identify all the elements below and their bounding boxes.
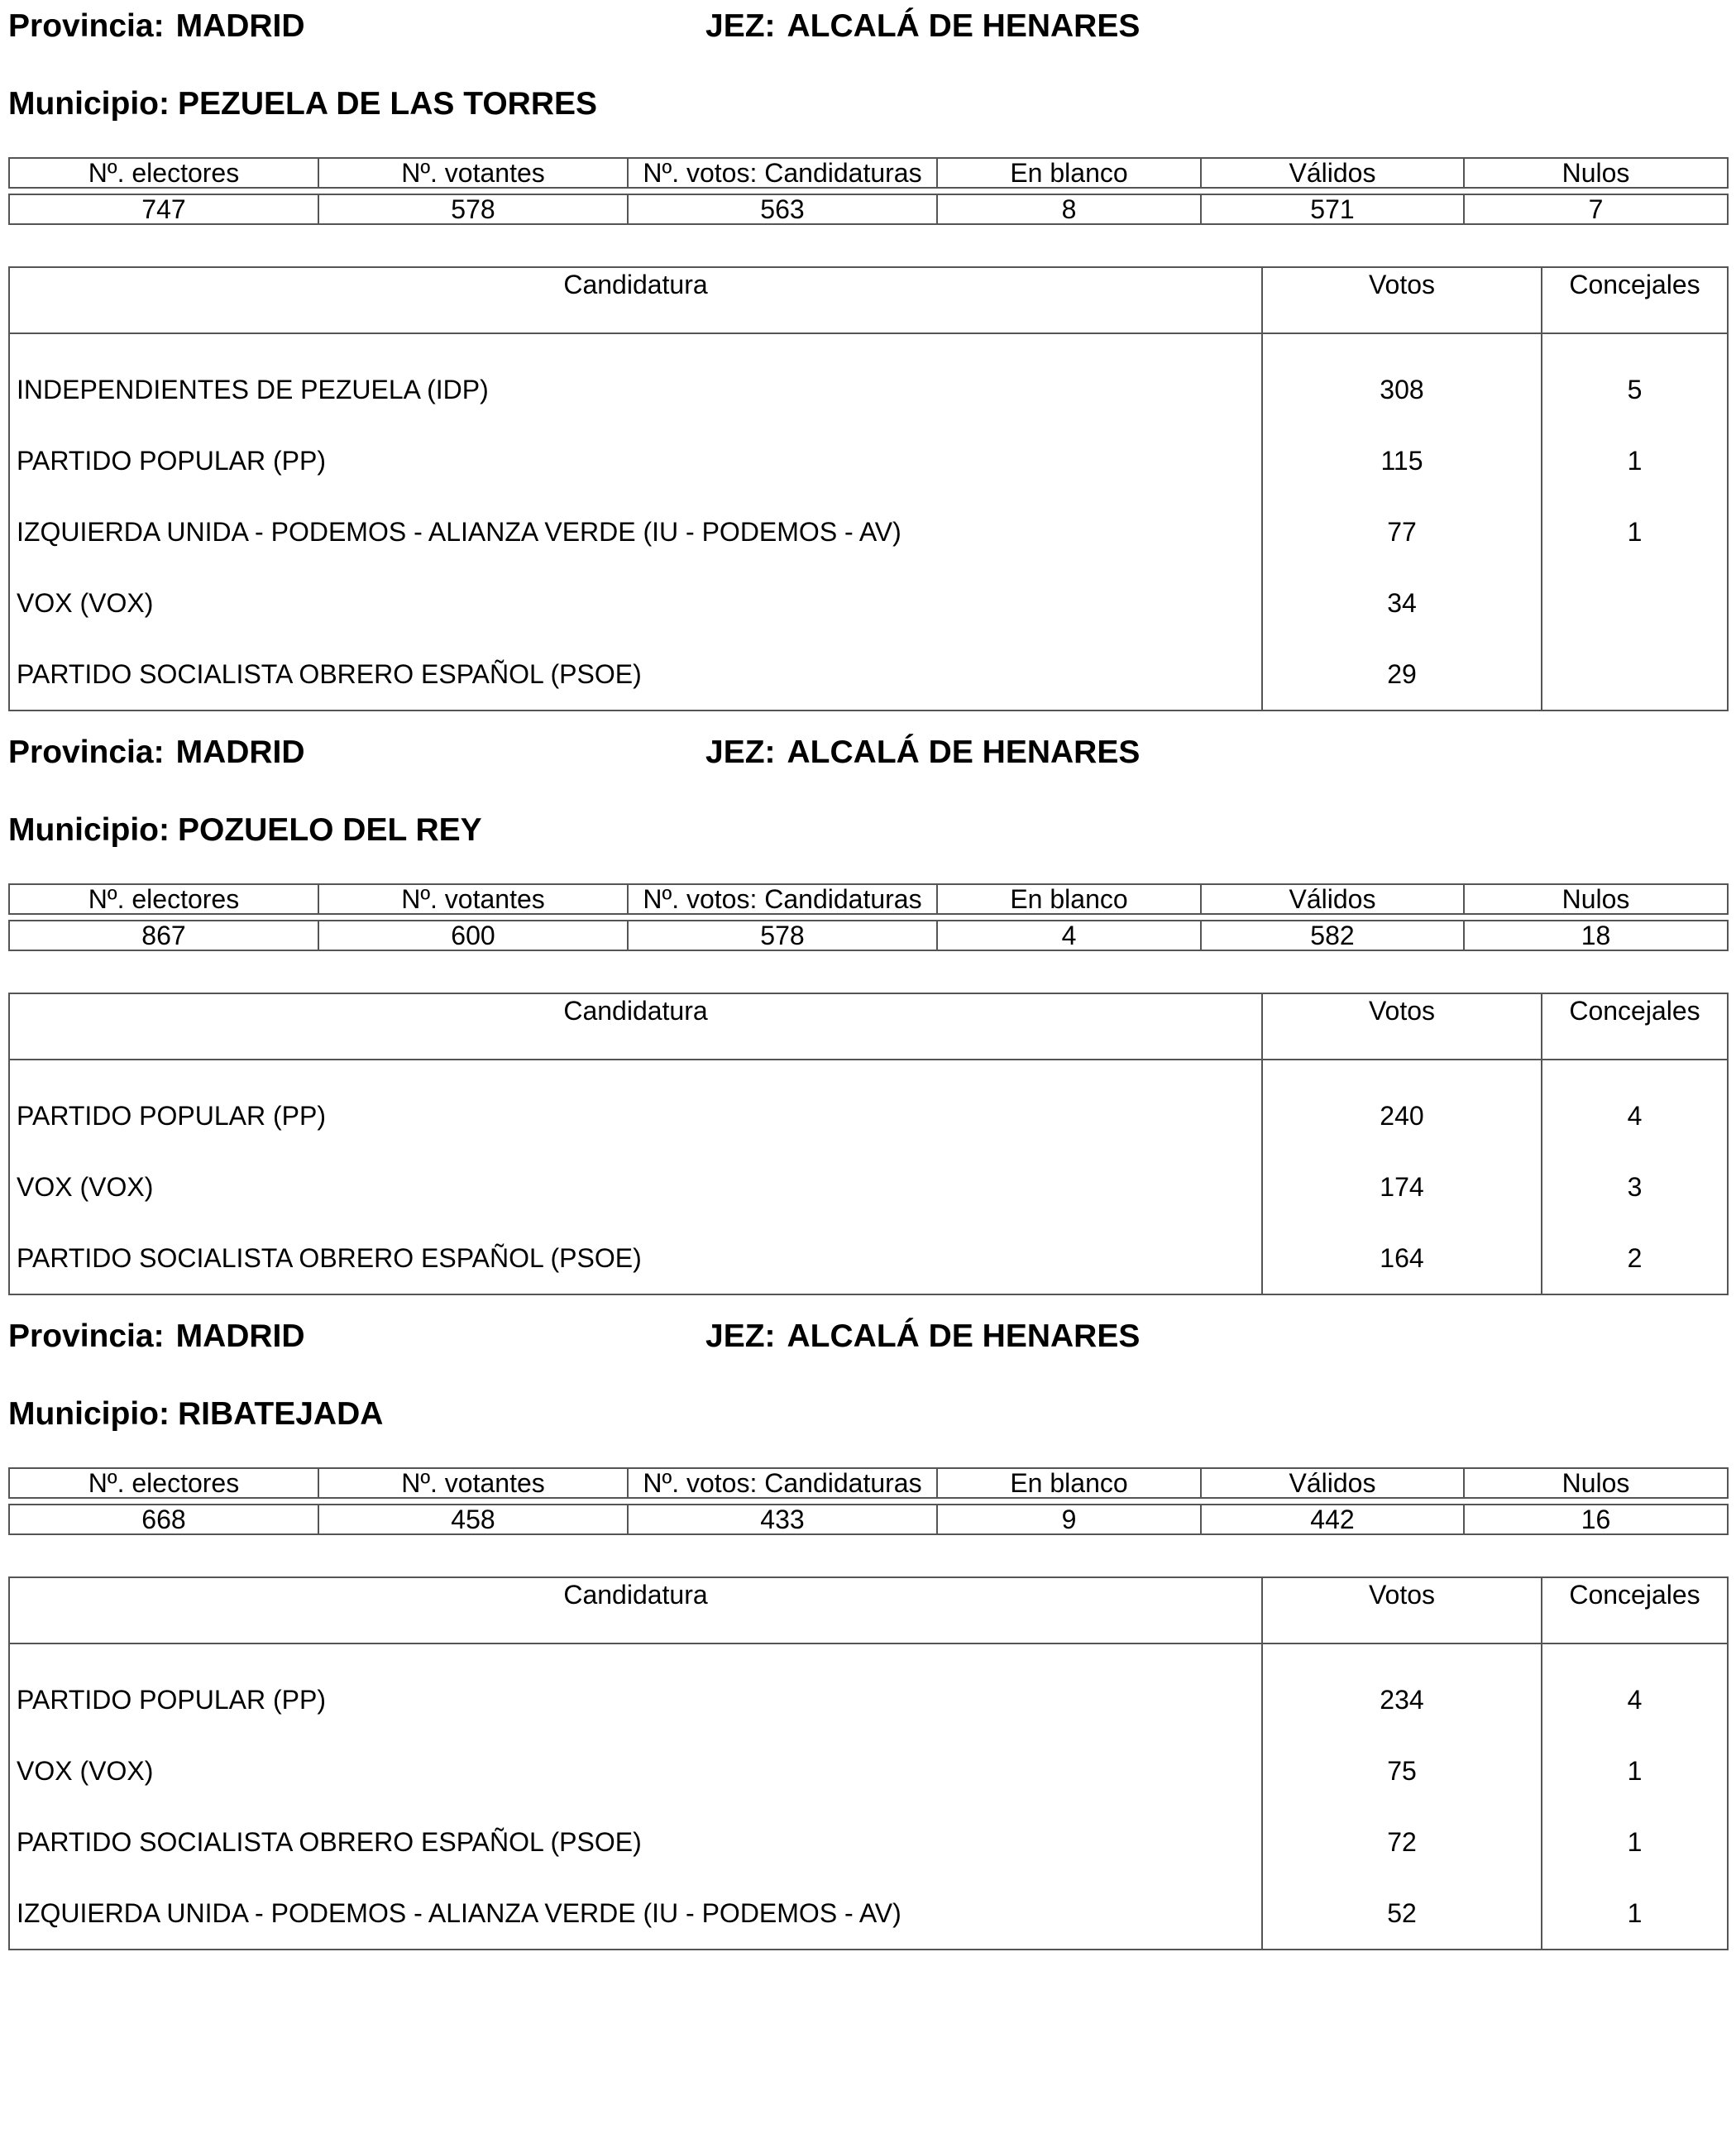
summary-header-row — [9, 158, 1728, 188]
value-en-blanco: 8 — [937, 194, 1201, 224]
header-concejales: Concejales — [1569, 996, 1700, 1026]
provincia-label: Provincia: — [8, 734, 165, 770]
header-votantes: Nº. votantes — [318, 884, 628, 914]
candidatura-name: IZQUIERDA UNIDA - PODEMOS - ALIANZA VERDE (IU - PODEMOS - AV) — [10, 496, 1263, 567]
candidatura-concejales: 1 — [1627, 1827, 1643, 1857]
header-en-blanco: En blanco — [937, 1468, 1201, 1498]
header-electores: Nº. electores — [9, 158, 318, 188]
candidatura-name: INDEPENDIENTES DE PEZUELA (IDP) — [10, 354, 1263, 425]
header-candidatura: Candidatura — [10, 994, 1263, 1059]
value-votos-candidaturas: 563 — [628, 194, 937, 224]
summary-value-row — [9, 921, 1728, 950]
candidatura-concejales: 1 — [1627, 1756, 1643, 1786]
candidatura-concejales: 1 — [1627, 446, 1643, 476]
summary-table — [8, 883, 1729, 951]
summary-table — [8, 157, 1729, 225]
header-en-blanco: En blanco — [937, 884, 1201, 914]
provincia-heading — [8, 1317, 305, 1356]
candidatura-concejales: 4 — [1627, 1685, 1643, 1715]
jez-heading — [705, 733, 1140, 773]
value-votantes: 578 — [318, 194, 628, 224]
header-candidatura: Candidatura — [10, 268, 1263, 333]
candidatura-votos: 77 — [1263, 496, 1542, 567]
candidatura-name: PARTIDO POPULAR (PP) — [10, 425, 1263, 496]
value-votantes: 458 — [318, 1505, 628, 1534]
municipio-value: RIBATEJADA — [177, 1396, 384, 1432]
header-nulos: Nulos — [1464, 158, 1728, 188]
candidatura-concejales: 2 — [1627, 1243, 1643, 1273]
header-electores: Nº. electores — [9, 1468, 318, 1498]
summary-value-row — [9, 1505, 1728, 1534]
candidatura-name: PARTIDO POPULAR (PP) — [10, 1664, 1263, 1735]
municipio-label: Municipio: — [8, 812, 170, 848]
results-header — [10, 1578, 1727, 1644]
value-electores: 867 — [9, 921, 318, 950]
value-en-blanco: 9 — [937, 1505, 1201, 1534]
value-validos: 571 — [1201, 194, 1464, 224]
results-header — [10, 268, 1727, 334]
jez-label: JEZ: — [705, 8, 776, 44]
results-header — [10, 994, 1727, 1060]
candidatura-name: PARTIDO SOCIALISTA OBRERO ESPAÑOL (PSOE) — [10, 639, 1263, 710]
candidatura-votos: 174 — [1263, 1151, 1542, 1222]
jez-label: JEZ: — [705, 1318, 776, 1354]
candidatura-concejales: 3 — [1627, 1172, 1643, 1202]
result-row — [10, 1735, 1727, 1806]
header-nulos: Nulos — [1464, 1468, 1728, 1498]
candidatura-name: PARTIDO POPULAR (PP) — [10, 1080, 1263, 1151]
municipio-label: Municipio: — [8, 86, 170, 122]
value-votos-candidaturas: 433 — [628, 1505, 937, 1534]
jez-label: JEZ: — [705, 734, 776, 770]
candidatura-votos: 29 — [1263, 639, 1542, 710]
value-en-blanco: 4 — [937, 921, 1201, 950]
result-row — [10, 1151, 1727, 1222]
summary-table — [8, 1467, 1729, 1535]
header-candidatura: Candidatura — [10, 1578, 1263, 1643]
header-votos: Votos — [1263, 1578, 1542, 1643]
result-row — [10, 639, 1727, 710]
municipio-heading — [8, 84, 597, 124]
result-row — [10, 1664, 1727, 1735]
candidatura-votos: 164 — [1263, 1222, 1542, 1294]
candidatura-votos: 75 — [1263, 1735, 1542, 1806]
header-concejales: Concejales — [1569, 1580, 1700, 1610]
value-nulos: 7 — [1464, 194, 1728, 224]
candidatura-concejales — [1542, 639, 1727, 710]
summary-value-row — [9, 194, 1728, 224]
header-validos: Válidos — [1201, 1468, 1464, 1498]
header-votantes: Nº. votantes — [318, 1468, 628, 1498]
header-validos: Válidos — [1201, 158, 1464, 188]
summary-header-row — [9, 884, 1728, 914]
provincia-value: MADRID — [175, 1318, 305, 1354]
provincia-value: MADRID — [175, 734, 305, 770]
provincia-heading — [8, 7, 305, 46]
header-votantes: Nº. votantes — [318, 158, 628, 188]
candidatura-name: PARTIDO SOCIALISTA OBRERO ESPAÑOL (PSOE) — [10, 1806, 1263, 1878]
header-votos-candidaturas: Nº. votos: Candidaturas — [628, 1468, 937, 1498]
jez-value: ALCALÁ DE HENARES — [787, 734, 1141, 770]
candidatura-votos: 308 — [1263, 354, 1542, 425]
results-table — [8, 266, 1729, 711]
municipio-heading — [8, 811, 482, 850]
municipio-value: POZUELO DEL REY — [177, 812, 482, 848]
header-votos-candidaturas: Nº. votos: Candidaturas — [628, 158, 937, 188]
value-validos: 442 — [1201, 1505, 1464, 1534]
header-votos-candidaturas: Nº. votos: Candidaturas — [628, 884, 937, 914]
candidatura-votos: 240 — [1263, 1080, 1542, 1151]
provincia-label: Provincia: — [8, 8, 165, 44]
candidatura-concejales — [1542, 567, 1727, 639]
jez-heading — [705, 1317, 1140, 1356]
value-nulos: 16 — [1464, 1505, 1728, 1534]
jez-heading — [705, 7, 1140, 46]
summary-header-row — [9, 1468, 1728, 1498]
candidatura-concejales: 1 — [1627, 517, 1643, 547]
candidatura-votos: 234 — [1263, 1664, 1542, 1735]
candidatura-name: IZQUIERDA UNIDA - PODEMOS - ALIANZA VERDE (IU - PODEMOS - AV) — [10, 1878, 1263, 1949]
header-votos: Votos — [1263, 994, 1542, 1059]
candidatura-name: VOX (VOX) — [10, 1735, 1263, 1806]
header-en-blanco: En blanco — [937, 158, 1201, 188]
candidatura-concejales: 1 — [1627, 1898, 1643, 1928]
municipio-heading — [8, 1395, 383, 1434]
result-row — [10, 354, 1727, 425]
header-validos: Válidos — [1201, 884, 1464, 914]
candidatura-votos: 52 — [1263, 1878, 1542, 1949]
candidatura-name: PARTIDO SOCIALISTA OBRERO ESPAÑOL (PSOE) — [10, 1222, 1263, 1294]
value-electores: 747 — [9, 194, 318, 224]
header-electores: Nº. electores — [9, 884, 318, 914]
value-votos-candidaturas: 578 — [628, 921, 937, 950]
value-votantes: 600 — [318, 921, 628, 950]
result-row — [10, 1080, 1727, 1151]
result-row — [10, 1806, 1727, 1878]
value-nulos: 18 — [1464, 921, 1728, 950]
candidatura-name: VOX (VOX) — [10, 1151, 1263, 1222]
result-row — [10, 425, 1727, 496]
value-electores: 668 — [9, 1505, 318, 1534]
jez-value: ALCALÁ DE HENARES — [787, 8, 1141, 44]
results-table — [8, 993, 1729, 1295]
candidatura-concejales: 5 — [1627, 375, 1643, 404]
provincia-label: Provincia: — [8, 1318, 165, 1354]
results-table — [8, 1576, 1729, 1950]
header-concejales: Concejales — [1569, 270, 1700, 299]
result-row — [10, 1878, 1727, 1949]
candidatura-votos: 34 — [1263, 567, 1542, 639]
municipio-value: PEZUELA DE LAS TORRES — [177, 86, 598, 122]
municipio-label: Municipio: — [8, 1396, 170, 1432]
candidatura-concejales: 4 — [1627, 1101, 1643, 1131]
jez-value: ALCALÁ DE HENARES — [787, 1318, 1141, 1354]
result-row — [10, 1222, 1727, 1294]
result-row — [10, 496, 1727, 567]
header-votos: Votos — [1263, 268, 1542, 333]
header-nulos: Nulos — [1464, 884, 1728, 914]
candidatura-votos: 72 — [1263, 1806, 1542, 1878]
value-validos: 582 — [1201, 921, 1464, 950]
result-row — [10, 567, 1727, 639]
provincia-heading — [8, 733, 305, 773]
candidatura-votos: 115 — [1263, 425, 1542, 496]
provincia-value: MADRID — [175, 8, 305, 44]
candidatura-name: VOX (VOX) — [10, 567, 1263, 639]
